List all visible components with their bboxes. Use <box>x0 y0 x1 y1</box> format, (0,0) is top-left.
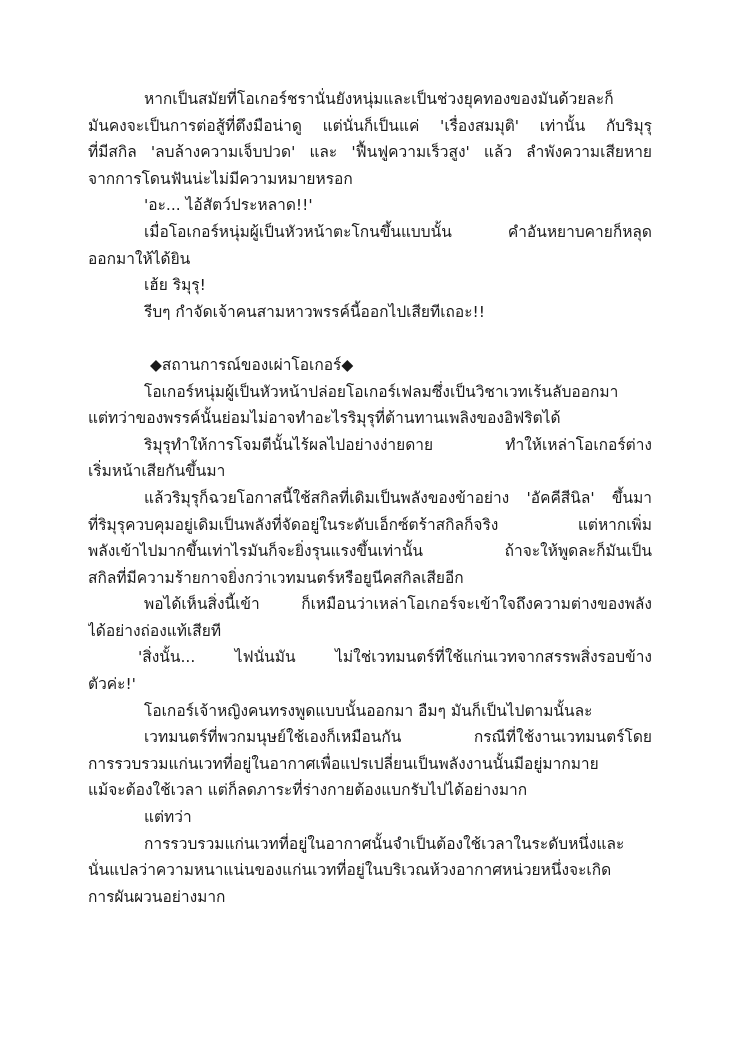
document-page <box>88 86 652 910</box>
text-line: เริ่มหน้าเสียกันขึ้นมา <box>88 462 226 481</box>
paragraph <box>88 724 652 804</box>
text-line: เฮ้ย ริมุรุ! <box>144 276 206 295</box>
text-line: ออกมาให้ได้ยิน <box>88 249 191 268</box>
text-line: พอได้เห็นสิ่งนี้เข้า ก็เหมือนว่าเหล่าโอเกอร์จะเข้าใจถึงความต่างของพลัง <box>144 595 652 614</box>
paragraph <box>88 804 652 831</box>
text-line: รีบๆ กำจัดเจ้าคนสามหาวพรรค์นี้ออกไปเสียทีเถอะ!! <box>144 302 485 321</box>
text-line: มันคงจะเป็นการต่อสู้ที่ตึงมือน่าดู แต่นั่นก็เป็นแค่ 'เรื่องสมมุติ' เท่านั้น กับริมุรุ <box>88 116 652 135</box>
text-line: แต่ทว่าของพรรค์นั้นย่อมไม่อาจทำอะไรริมุรุที่ต้านทานเพลิงของอิฟริตได้ <box>88 409 561 428</box>
text-line: ที่ริมุรุควบคุมอยู่เดิมเป็นพลังที่จัดอยู่ในระดับเอ็กซ์ตร้าสกิลก็จริง แต่หากเพิ่ม <box>88 515 652 534</box>
text-line: ได้อย่างถ่องแท้เสียที <box>88 621 222 640</box>
paragraph <box>88 831 652 911</box>
text-line: 'อะ... ไอ้สัตว์ประหลาด!!' <box>144 196 313 215</box>
text-line: โอเกอร์หนุ่มผู้เป็นหัวหน้าปล่อยโอเกอร์เฟลมซึ่งเป็นวิชาเวทเร้นลับออกมา <box>144 382 619 401</box>
text-line: โอเกอร์เจ้าหญิงคนทรงพูดแบบนั้นออกมา อืมๆ มันก็เป็นไปตามนั้นละ <box>144 701 593 720</box>
text-line: เมื่อโอเกอร์หนุ่มผู้เป็นหัวหน้าตะโกนขึ้นแบบนั้น คำอันหยาบคายก็หลุด <box>144 222 652 241</box>
paragraph <box>88 698 652 725</box>
paragraph <box>88 644 652 697</box>
text-line: การผันผวนอย่างมาก <box>88 887 226 906</box>
paragraph <box>88 485 652 591</box>
paragraph <box>88 379 652 432</box>
paragraph <box>88 299 652 326</box>
text-line: นั่นแปลว่าความหนาแน่นของแก่นเวทที่อยู่ในบริเวณห้วงอากาศหน่วยหนึ่งจะเกิด <box>88 861 612 880</box>
paragraph <box>88 86 652 192</box>
text-line: 'สิ่งนั้น... ไฟนั่นมัน ไม่ใช่เวทมนตร์ที่ใช้แก่นเวทจากสรรพสิ่งรอบข้าง <box>138 648 652 667</box>
paragraph <box>88 272 652 299</box>
text-line: ตัวค่ะ!' <box>88 675 136 694</box>
text-line: เวทมนตร์ที่พวกมนุษย์ใช้เองก็เหมือนกัน กรณีที่ใช้งานเวทมนตร์โดย <box>144 728 652 747</box>
text-line: หากเป็นสมัยที่โอเกอร์ชรานั่นยังหนุ่มและเป็นช่วงยุคทองของมันด้วยละก็ <box>144 90 614 108</box>
text-line: แต่ทว่า <box>144 808 192 827</box>
text-line: ริมุรุทำให้การโจมตีนั้นไร้ผลไปอย่างง่ายดาย ทำให้เหล่าโอเกอร์ต่าง <box>144 435 652 454</box>
text-line: พลังเข้าไปมากขึ้นเท่าไรมันก็จะยิ่งรุนแรงขึ้นเท่านั้น ถ้าจะให้พูดละก็มันเป็น <box>88 542 652 561</box>
text-line: แล้วริมุรุก็ฉวยโอกาสนี้ใช้สกิลที่เดิมเป็นพลังของข้าอย่าง 'อัคคีสีนิล' ขึ้นมา <box>144 488 652 507</box>
text-line: ◆สถานการณ์ของเผ่าโอเกอร์◆ <box>150 355 354 374</box>
paragraph <box>88 432 652 485</box>
paragraph <box>88 219 652 272</box>
text-line: แม้จะต้องใช้เวลา แต่ก็ลดภาระที่ร่างกายต้องแบกรับไปได้อย่างมาก <box>88 781 528 800</box>
paragraph <box>88 591 652 644</box>
text-line: การรวบรวมแก่นเวทที่อยู่ในอากาศนั้นจำเป็นต้องใช้เวลาในระดับหนึ่งและ <box>144 834 625 853</box>
text-line: สกิลที่มีความร้ายกาจยิ่งกว่าเวทมนตร์หรือยูนีคสกิลเสียอีก <box>88 568 464 587</box>
text-line: ที่มีสกิล 'ลบล้างความเจ็บปวด' และ 'ฟื้นฟูความเร็วสูง' แล้ว ลำพังความเสียหาย <box>88 143 652 162</box>
paragraph <box>88 192 652 219</box>
text-line: จากการโดนฟันน่ะไม่มีความหมายหรอก <box>88 169 353 188</box>
section-heading <box>88 352 652 379</box>
blank-line <box>88 325 652 352</box>
text-line: การรวบรวมแก่นเวทที่อยู่ในอากาศเพื่อแปรเปลี่ยนเป็นพลังงานนั้นมีอยู่มากมาย <box>88 754 599 773</box>
